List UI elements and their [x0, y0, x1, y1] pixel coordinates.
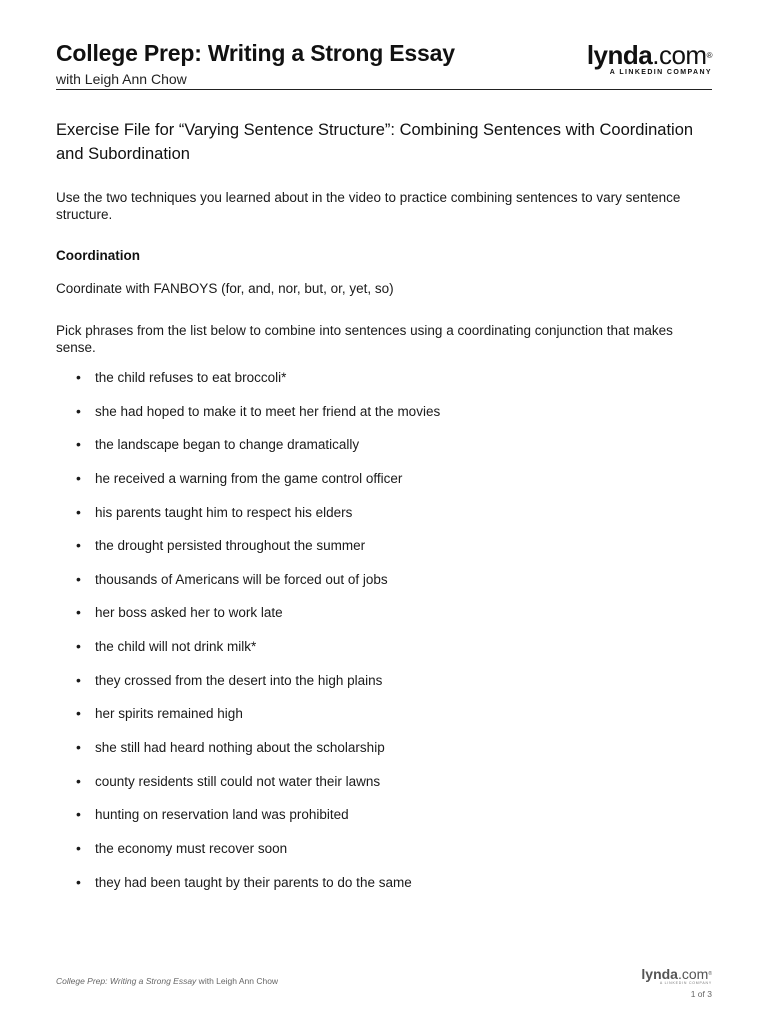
list-item [76, 705, 440, 739]
logo-tagline: A LINKEDIN COMPANY [609, 69, 712, 76]
course-title: College Prep: Writing a Strong Essay [56, 40, 455, 66]
exercise-title: Exercise File for “Varying Sentence Structure”: Combining Sentences with Coordination and Subordination [56, 121, 694, 163]
phrase-text: the landscape began to change dramatically [95, 437, 360, 453]
bullet-icon: • [76, 772, 81, 789]
list-item [76, 638, 440, 672]
phrase-text: they crossed from the desert into the high plains [95, 672, 383, 688]
list-item [76, 403, 440, 437]
list-item [76, 504, 440, 538]
footer-author: with Leigh Ann Chow [196, 976, 279, 986]
footer-logo-word-bold: lynda [641, 966, 678, 982]
footer-lynda-logo [641, 967, 712, 999]
bullet-icon: • [76, 705, 81, 722]
footer-course-title: College Prep: Writing a Strong Essay [56, 976, 197, 986]
bullet-icon: • [76, 638, 81, 655]
list-item [76, 537, 440, 571]
bullet-icon: • [76, 806, 81, 823]
bullet-icon: • [76, 469, 81, 486]
page-number: 1 of 3 [690, 989, 712, 999]
list-item [76, 773, 440, 807]
logo-registered-mark: ® [706, 51, 712, 60]
phrase-text: thousands of Americans will be forced out of jobs [95, 571, 388, 587]
phrase-text: the economy must recover soon [95, 840, 288, 856]
page-header [56, 40, 712, 90]
footer-logo-word-rest: .com [677, 966, 709, 982]
bullet-icon: • [76, 604, 81, 621]
phrase-text: the child will not drink milk* [95, 639, 257, 655]
phrase-text: she still had heard nothing about the scholarship [95, 740, 385, 756]
logo-wordmark [572, 42, 712, 68]
phrase-text: her spirits remained high [95, 706, 243, 722]
footer-logo-registered-mark: ® [708, 971, 712, 977]
bullet-icon: • [76, 537, 81, 554]
list-item [76, 874, 440, 908]
list-item [76, 369, 440, 403]
footer-logo-wordmark [641, 967, 712, 981]
phrase-text: hunting on reservation land was prohibited [95, 807, 349, 823]
list-item [76, 840, 440, 874]
list-item [76, 739, 440, 773]
list-item [76, 470, 440, 504]
bullet-icon: • [76, 503, 81, 520]
bullet-icon: • [76, 739, 81, 756]
footer-course-credit [56, 976, 278, 986]
footer-logo-tagline: A LINKEDIN COMPANY [659, 981, 712, 985]
bullet-icon: • [76, 671, 81, 688]
list-item [76, 571, 440, 605]
bullet-icon: • [76, 436, 81, 453]
list-item [76, 436, 440, 470]
logo-word-bold: lynda [586, 40, 653, 70]
phrase-text: she had hoped to make it to meet her friend at the movies [95, 403, 441, 419]
phrase-text: the child refuses to eat broccoli* [95, 370, 287, 385]
phrase-text: his parents taught him to respect his elders [95, 504, 353, 520]
phrase-text: they had been taught by their parents to do the same [95, 874, 412, 890]
pick-phrases-instruction: Pick phrases from the list below to combine into sentences using a coordinating conjunction that makes sense. [56, 323, 673, 355]
course-subtitle: with Leigh Ann Chow [56, 71, 187, 87]
phrase-list [76, 369, 440, 907]
section-heading-coordination: Coordination [56, 248, 140, 263]
phrase-text: county residents still could not water their lawns [95, 773, 381, 789]
logo-word-rest: .com [652, 40, 707, 70]
lynda-logo [572, 42, 712, 78]
phrase-text: the drought persisted throughout the summer [95, 538, 366, 554]
bullet-icon: • [76, 570, 81, 587]
list-item [76, 672, 440, 706]
coordinate-instruction: Coordinate with FANBOYS (for, and, nor, but, or, yet, so) [56, 281, 394, 296]
bullet-icon: • [76, 839, 81, 856]
list-item [76, 806, 440, 840]
phrase-text: he received a warning from the game control officer [95, 470, 403, 486]
list-item [76, 604, 440, 638]
bullet-icon: • [76, 402, 81, 419]
phrase-text: her boss asked her to work late [95, 605, 283, 621]
intro-paragraph: Use the two techniques you learned about in the video to practice combining sentences to vary sentence structure. [56, 190, 681, 222]
bullet-icon: • [76, 369, 81, 385]
bullet-icon: • [76, 873, 81, 890]
